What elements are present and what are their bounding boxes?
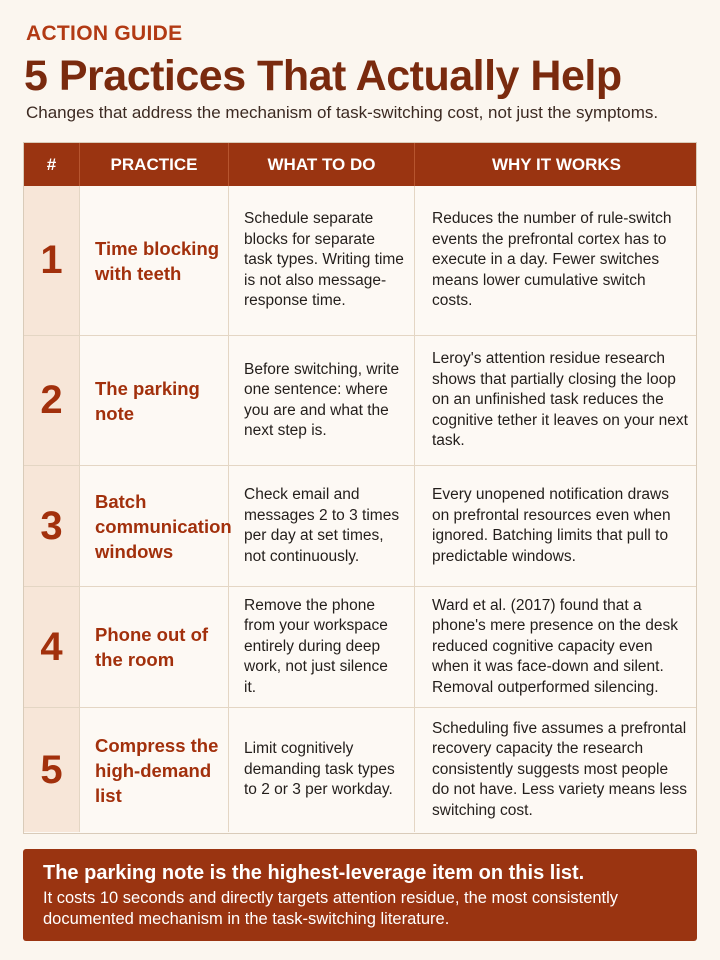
practice-name: Batch communication windows (80, 466, 229, 586)
page-subtitle: Changes that address the mechanism of task-switching cost, not just the symptoms. (26, 103, 659, 122)
what-to-do-text: Remove the phone from your workspace entirely during deep work, not just silence it. (229, 587, 415, 707)
callout-headline: The parking note is the highest-leverage item on this list. (43, 862, 585, 884)
table-body (24, 186, 697, 832)
table-row (24, 466, 697, 587)
practice-name: Compress the high-demand list (80, 708, 229, 832)
why-it-works-text: Ward et al. (2017) found that a phone's mere presence on the desk reduced cognitive capacity even when it was face-down and silent. Removal outperformed silencing. (432, 596, 678, 696)
why-it-works-text: Leroy's attention residue research shows that partially closing the loop on an unfinished task reduces the cognitive tether it leaves on your next task. (432, 350, 688, 450)
column-header-number: # (24, 143, 80, 186)
callout-body: It costs 10 seconds and directly targets attention residue, the most consistently documented mechanism in the task-switching literature. (43, 889, 619, 928)
column-header-practice: PRACTICE (80, 143, 229, 186)
why-it-works-text: Scheduling five assumes a prefrontal recovery capacity the research consistently suggests most people do not have. Less variety means less switching cost. (432, 719, 688, 819)
table-row (24, 587, 697, 708)
row-number: 5 (24, 708, 80, 832)
table-row (24, 186, 697, 336)
table-row (24, 336, 697, 466)
what-to-do-text: Limit cognitively demanding task types to 2 or 3 per workday. (229, 708, 415, 832)
page-title: 5 Practices That Actually Help (24, 52, 622, 100)
practice-name: Time blocking with teeth (80, 186, 229, 335)
row-number: 3 (24, 466, 80, 586)
practice-name: Phone out of the room (80, 587, 229, 707)
key-takeaway-callout (23, 849, 697, 941)
column-header-what-to-do: WHAT TO DO (229, 143, 415, 186)
why-it-works-text: Every unopened notification draws on prefrontal resources even when ignored. Batching limits that pull to predictable windows. (432, 486, 671, 565)
practices-table (23, 142, 697, 834)
what-to-do-text: Check email and messages 2 to 3 times per day at set times, not continuously. (229, 466, 415, 586)
column-header-why-it-works: WHY IT WORKS (491, 154, 622, 174)
what-to-do-text: Before switching, write one sentence: where you are and what the next step is. (229, 336, 415, 465)
table-header (24, 143, 697, 186)
why-it-works-text: Reduces the number of rule-switch events the prefrontal cortex has to execute in a day. Fewer switches means lower cumulative switch costs. (432, 210, 672, 310)
row-number: 4 (24, 587, 80, 707)
row-number: 1 (24, 186, 80, 335)
what-to-do-text: Schedule separate blocks for separate task types. Writing time is not also message-response time. (229, 186, 415, 335)
practice-name: The parking note (80, 336, 229, 465)
table-row (24, 708, 697, 832)
row-number: 2 (24, 336, 80, 465)
eyebrow-label: ACTION GUIDE (26, 22, 183, 45)
